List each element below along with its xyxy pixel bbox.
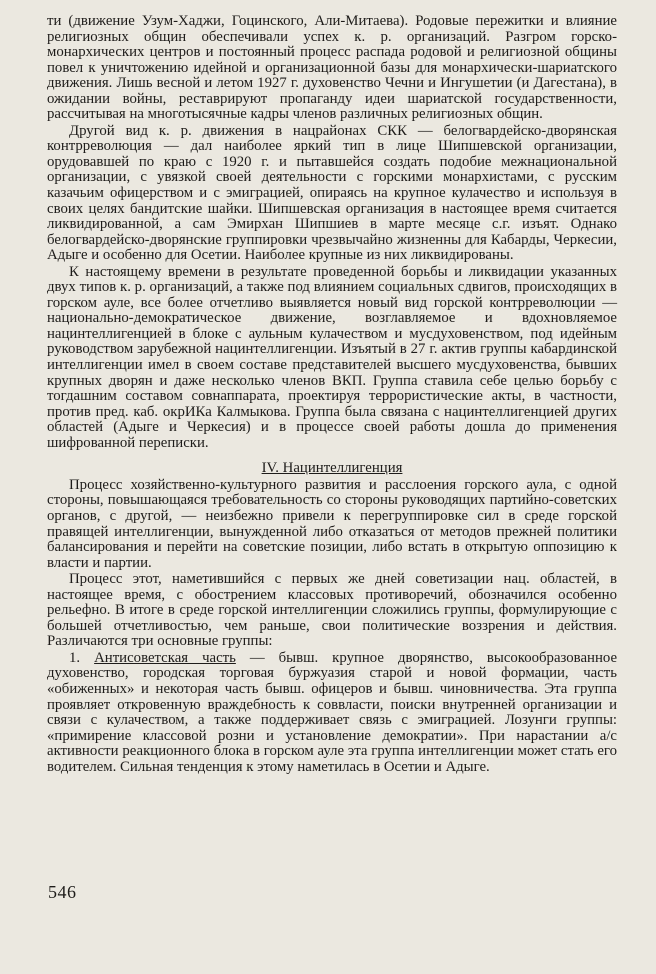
body-text [47,14,617,775]
section-heading [47,461,617,477]
paragraph-groups-formed: Процесс этот, наметившийся с первых же дней советизации нац. областей, в настоящее время, с обострением классовых противоречий, обозначился особенно рельефно. В итоге в среде горской интеллигенции сложились группы, формулирующие с большей отчетливостью, чем раньше, свои политические воззрения и действия. Различаются три основные группы: [47,571,617,650]
paragraph-anti-soviet-part [47,651,617,775]
paragraph-regrouping: Процесс хозяйственно-культурного развития и расслоения горского аула, с одной стороны, повышающаяся требовательность со стороны руководящих партийно-советских органов, с другой, — неизбежно привели к перегруппировке сил в среде горской правящей интеллигенции, вынужденной либо отказаться от методов прежней политики балансирования и перейти на советские позиции, либо встать в открытую оппозицию к власти и партии. [47,476,617,571]
list-number: 1. [69,649,81,666]
section-heading-text: IV. Нацинтеллигенция [261,460,403,477]
page-number: 546 [48,882,77,902]
paragraph-national-democratic-movement: К настоящему времени в результате проведенной борьбы и ликвидации указанных двух типов к. р. организаций, а также под влиянием социальных сдвигов, происходящих в горском ауле, все более отчетливо выявляется новый вид горской контрреволюции — национально-демократическое движение, возглавляемое и вдохновляемое нацинтеллигенцией в блоке с аульным кулачеством и мусдуховенством, под идейным руководством зарубежной нацинтеллигенции. Изъятый в 27 г. актив группы кабардинской интеллигенции имел в своем составе представителей высшего мусдуховенства, бывших крупных дворян и даже несколько членов ВКП. Группа ставила себе целью борьбу с тогдашним составом совнаппарата, проектируя террористические акты, в частности, против пред. каб. окрИКа Калмыкова. Группа была связана с нацинтеллигенцией других областей (Адыге и Черкесия) и в процессе своей работы дошла до применения шифрованной переписки. [47,263,617,451]
paragraph-shipshev-organization: Другой вид к. р. движения в нацрайонах СКК — белогвардейско-дворянская контрреволюция — дал наиболее яркий тип в лице Шипшевской организации, орудовавшей по краю с 1920 г. и пытавшейся создать подобие межнациональной организации, с увязкой своей деятельности с горскими монархистами, с русским казачьим офицерством и с эмиграцией, опираясь на крупное кулачество и используя в своих целях бандитские шайки. Шипшевская организация в настоящее время считается ликвидированной, а сам Эмирхан Шипшиев в марте месяце с.г. изъят. Однако белогвардейско-дворянские группировки чрезвычайно жизненны для Кабарды, Черкесии, Адыге и особенно для Осетии. Наиболее крупные из них ликвидированы. [47,122,617,264]
list-term: Антисоветская часть [94,649,236,666]
paragraph-continuation: ти (движение Узум-Хаджи, Гоцинского, Али-Митаева). Родовые пережитки и влияние религиозных общин обеспечивали успех к. р. организаций. Разгром горско-монархических центров и постоянный процесс распада родовой и религиозной общины повел к уничтожению идейной и организационной базы для монархически-шариатского движения. Лишь весной и летом 1927 г. духовенство Чечни и Ингушетии (и Дагестана), в ожидании войны, реставрируют пропаганду идеи шариатской государственности, рассчитывая на многотысячные кадры членов различных религиозных общин. [47,13,617,123]
list-description: — бывш. крупное дворянство, высокообразованное духовенство, городская торговая буржуазия старой и новой формации, часть «обиженных» и некоторая часть бывш. офицеров и бывш. чиновничества. Эта группа проявляет откровенную враждебность к соввласти, поиски внутренней организации и связи с кулачеством, а также поддерживает связь с эмиграцией. Лозунги группы: «примирение классовой розни и установление демократии». При нарастании а/с активности реакционного блока в горском ауле эта группа интеллигенции может стать его водителем. Сильная тенденция к этому наметилась в Осетии и Адыге. [47,649,618,775]
